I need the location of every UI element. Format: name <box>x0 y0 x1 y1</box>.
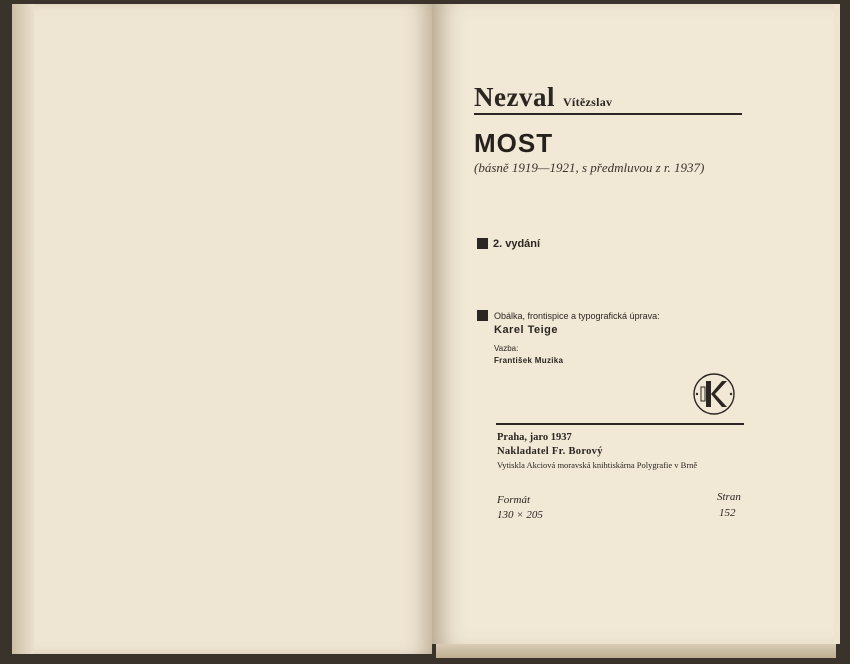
edition-square-icon <box>477 238 488 249</box>
edition: 2. vydání <box>493 238 541 250</box>
publisher-monogram-icon <box>692 372 736 416</box>
author <box>474 82 612 113</box>
place-date: Praha, jaro 1937 <box>497 432 572 443</box>
design-name: Karel Teige <box>494 324 558 336</box>
format-value: 130 × 205 <box>497 509 543 521</box>
left-page <box>12 4 432 654</box>
pages-value: 152 <box>719 507 736 519</box>
design-label: Obálka, frontispice a typografická úprava: <box>494 311 660 321</box>
imprint-rule <box>496 423 744 425</box>
pages-label: Stran <box>717 491 741 503</box>
author-surname: Nezval <box>474 82 555 112</box>
format-label: Formát <box>497 494 530 506</box>
book-title: MOST <box>474 128 554 158</box>
credits-square-icon <box>477 310 488 321</box>
book-subtitle: (básně 1919—1921, s předmluvou z r. 1937) <box>474 160 705 175</box>
top-rule <box>474 113 742 115</box>
page-stack-edge <box>436 644 836 658</box>
author-first-name: Vítězslav <box>562 95 613 109</box>
binding-name: František Muzika <box>494 356 564 365</box>
publisher: Nakladatel Fr. Borový <box>497 446 603 457</box>
right-page-edge <box>834 4 840 644</box>
binding-label: Vazba: <box>494 344 519 353</box>
printer: Vytiskla Akciová moravská knihtiskárna Polygrafie v Brně <box>497 460 698 470</box>
left-page-edge <box>12 4 34 654</box>
